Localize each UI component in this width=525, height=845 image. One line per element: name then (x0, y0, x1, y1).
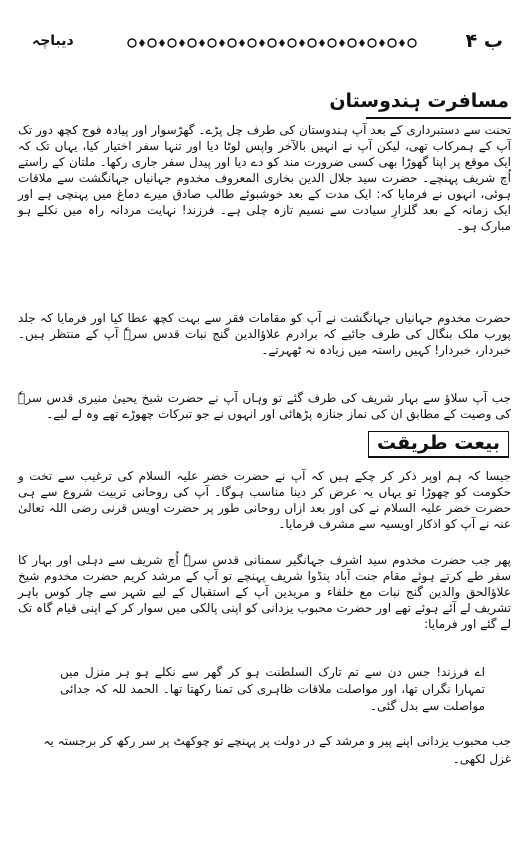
section-title: دیباچہ (32, 33, 74, 49)
heading-travel-india (329, 90, 509, 112)
heading-underline (366, 117, 511, 119)
page-header (10, 30, 515, 56)
heading-travel-india-text: مسافرت ہندوستان (329, 90, 509, 112)
closing-paragraph: جب محبوب یزدانی اپنے پیر و مرشد کے در دولت پر پہنچے تو چوکھٹ پر سر رکھ کر برجستہ یہ غزل لکھی۔ (43, 734, 511, 766)
decorative-border-ornament (122, 30, 422, 56)
paragraph-1: تحنت سے دستبرداری کے بعد آپ ہندوستان کی طرف چل پڑے۔ گھڑسوار اور پیادہ فوج کچھ دور تک آپ کے ہمرکاب تھی، لیکن آپ نے انہیں بالآخر واپس لوٹا دیا اور تنہا سفر اختیار کیا، یہاں تک کہ ایک موقع پر اپنا گھوڑا بھی کسی ضرورت مند کو دے دیا اور پیدل سفر جاری رکھا۔ ملتان کے راستے اُچ شریف پہنچے۔ حضرت سید جلال الدین بخاری المعروف مخدوم جہانیاں جہانگشت سے ملاقات ہوئی، انہوں نے فرمایا کہ: ایک مدت کے بعد خوشبوئے طالب صادق میرے دماغ میں پہنچی ہے اور ایک زمانہ کے بعد گلزارِ سیادت سے نسیم تازہ چلی ہے۔ فرزند! نہایت مردانہ راہ میں نکلے ہو مبارک ہو۔ (18, 123, 511, 233)
paragraph-4: جیسا کہ ہم اوپر ذکر کر چکے ہیں کہ آپ نے حضرت خضر علیہ السلام کی ترغیب سے تخت و حکومت کو چھوڑا تو یہاں یہ عرض کر دینا مناسب ہوگا۔ آپ کی روحانی تربیت شروع سے ہی حضرت خضر علیہ السلام نے کی اور بعد ازاں روحانی طور پر حضرت اویس قرنی رضی اللہ تعالیٰ عنہ نے آپ کو اذکار اویسیہ سے مشرف فرمایا۔ (18, 469, 511, 531)
paragraph-3: جب آپ سلاؤ سے بہار شریف کی طرف گئے تو وہاں آپ نے حضرت شیخ یحییٰ منیری قدس سرہٗ کی وصیت کے مطابق ان کی نماز جنازہ پڑھائی اور انہوں نے جو تبرکات چھوڑے تھے وہ لے لیے۔ (18, 391, 511, 421)
quotation: اے فرزند! جس دن سے تم تارک السلطنت ہو کر گھر سے نکلے ہو ہر منزل میں تمہارا نگراں تھا، اور مواصلت ملاقات ظاہری کی تمنا رکھتا تھا۔ الحمد للہ کہ جدائی مواصلت سے بدل گئی۔ (60, 665, 485, 713)
paragraph-5: پھر جب حضرت مخدوم سید اشرف جہانگیر سمنانی قدس سرہٗ اُچ شریف سے دہلی اور بہار کا سفر طے کرتے ہوئے مقام جنت آباد پنڈوا شریف پہنچے تو آپ کے مرشد کریم حضرت مخدوم شیخ علاؤالحق والدین گنج نبات مع خلفاء و مریدین آپ کے استقبال کے لیے شہر سے چار کوس باہر تشریف لے آئے ہوئے تھے اور حضرت محبوب یزدانی کو اپنی پالکی میں سوار کر کے اپنی قیام گاہ تک لے گئے اور فرمایا: (18, 553, 511, 631)
heading-bayat-text: بیعت طریقت (368, 431, 509, 458)
paragraph-2: حضرت مخدوم جہانیاں جہانگشت نے آپ کو مقامات فقر سے بہت کچھ عطا کیا اور فرمایا کہ جلد پورب ملک بنگال کی طرف جائیے کہ برادرم علاؤالدین گنج نبات قدس سرہٗ آپ کے منتظر ہیں۔ خبردار، خبردار! کہیں راستہ میں زیادہ نہ ٹھہرتے۔ (18, 311, 512, 357)
heading-bayat (368, 432, 509, 454)
page-number: ب ۴ (465, 30, 503, 52)
